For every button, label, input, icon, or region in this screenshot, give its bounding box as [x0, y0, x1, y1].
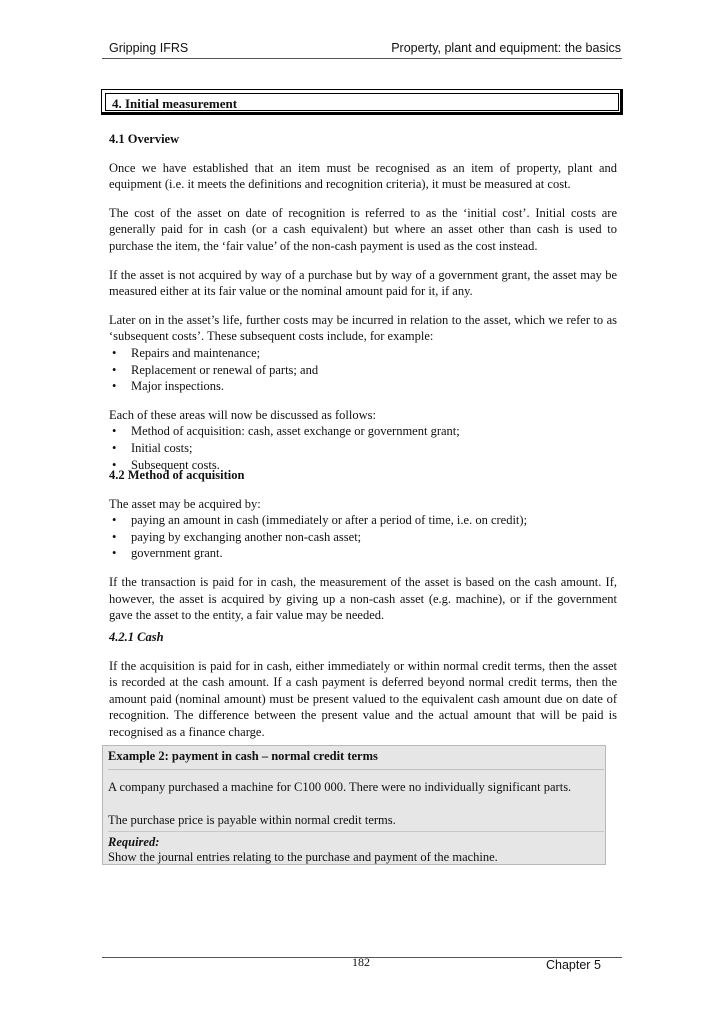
example-text-line: A company purchased a machine for C100 000. There were no individually significant parts.	[108, 780, 572, 794]
example-divider	[108, 831, 604, 832]
example-required-label: Required:	[108, 835, 160, 849]
paragraph: If the transaction is paid for in cash, the measurement of the asset is based on the cash amount. If, however, the asset is acquired by giving up a non-cash asset (e.g. machine), or if the government gave the asset to the entity, a fair value may be needed.	[109, 574, 617, 623]
list-item: • Repairs and maintenance;	[109, 345, 617, 362]
page-number: 182	[352, 955, 370, 969]
paragraph: The asset may be acquired by:	[109, 496, 261, 511]
paragraph: The cost of the asset on date of recognition is referred to as the ‘initial cost’. Initial costs are generally paid for in cash (or a cash equivalent) but where an asset other than cash is used to purchase the item, the ‘fair value’ of the non-cash payment is used as the cost instead.	[109, 205, 617, 253]
paragraph: If the acquisition is paid for in cash, either immediately or within normal credit terms, then the asset is recorded at the cash amount. If a cash payment is deferred beyond normal credit terms, then the amount paid (nominal amount) must be present valued to the equivalent cash amount due on date of recognition. The difference between the present value and the actual amount that will be paid is recognised as a finance charge.	[109, 658, 617, 739]
heading-4-2-1: 4.2.1 Cash	[109, 630, 164, 644]
body-4-2-1	[109, 629, 617, 741]
header-chapter-title: Property, plant and equipment: the basics	[391, 41, 621, 55]
paragraph: Each of these areas will now be discussed as follows:	[109, 407, 376, 422]
example-box	[102, 745, 606, 865]
body-4-2	[109, 467, 617, 624]
footer-chapter: Chapter 5	[546, 958, 601, 972]
section-title: 4. Initial measurement	[112, 96, 238, 111]
example-title-bar	[108, 746, 604, 770]
header-book-title: Gripping IFRS	[109, 41, 189, 55]
example-title: Example 2: payment in cash – normal credit terms	[108, 749, 378, 763]
paragraph: Later on in the asset’s life, further costs may be incurred in relation to the asset, which we refer to as ‘subsequent costs’. These subsequent costs include, for example:	[109, 312, 617, 344]
paragraph: Once we have established that an item must be recognised as an item of property, plant and equipment (i.e. it meets the definitions and recognition criteria), it must be measured at cost.	[109, 160, 617, 192]
list-item: • Replacement or renewal of parts; and	[109, 362, 617, 379]
section-title-inner-border	[105, 93, 619, 111]
body-4-1	[109, 131, 617, 473]
list-item: • paying by exchanging another non-cash asset;	[109, 529, 617, 546]
list-item: • government grant.	[109, 545, 617, 562]
example-text-line: The purchase price is payable within normal credit terms.	[108, 813, 396, 827]
list-item: • Initial costs;	[109, 440, 617, 457]
heading-4-1: 4.1 Overview	[109, 132, 180, 146]
list-item: • Major inspections.	[109, 378, 617, 395]
example-required-text: Show the journal entries relating to the purchase and payment of the machine.	[108, 850, 498, 864]
heading-4-2: 4.2 Method of acquisition	[109, 468, 245, 482]
paragraph: If the asset is not acquired by way of a purchase but by way of a government grant, the asset may be measured either at its fair value or the nominal amount paid for it, if any.	[109, 267, 617, 299]
list-item: • Method of acquisition: cash, asset exchange or government grant;	[109, 423, 617, 440]
list-item: • Subsequent costs.	[109, 457, 617, 474]
header-rule	[102, 58, 622, 59]
page-header	[109, 41, 621, 59]
section-title-box	[101, 89, 623, 115]
list-item: • paying an amount in cash (immediately or after a period of time, i.e. on credit);	[109, 512, 617, 529]
